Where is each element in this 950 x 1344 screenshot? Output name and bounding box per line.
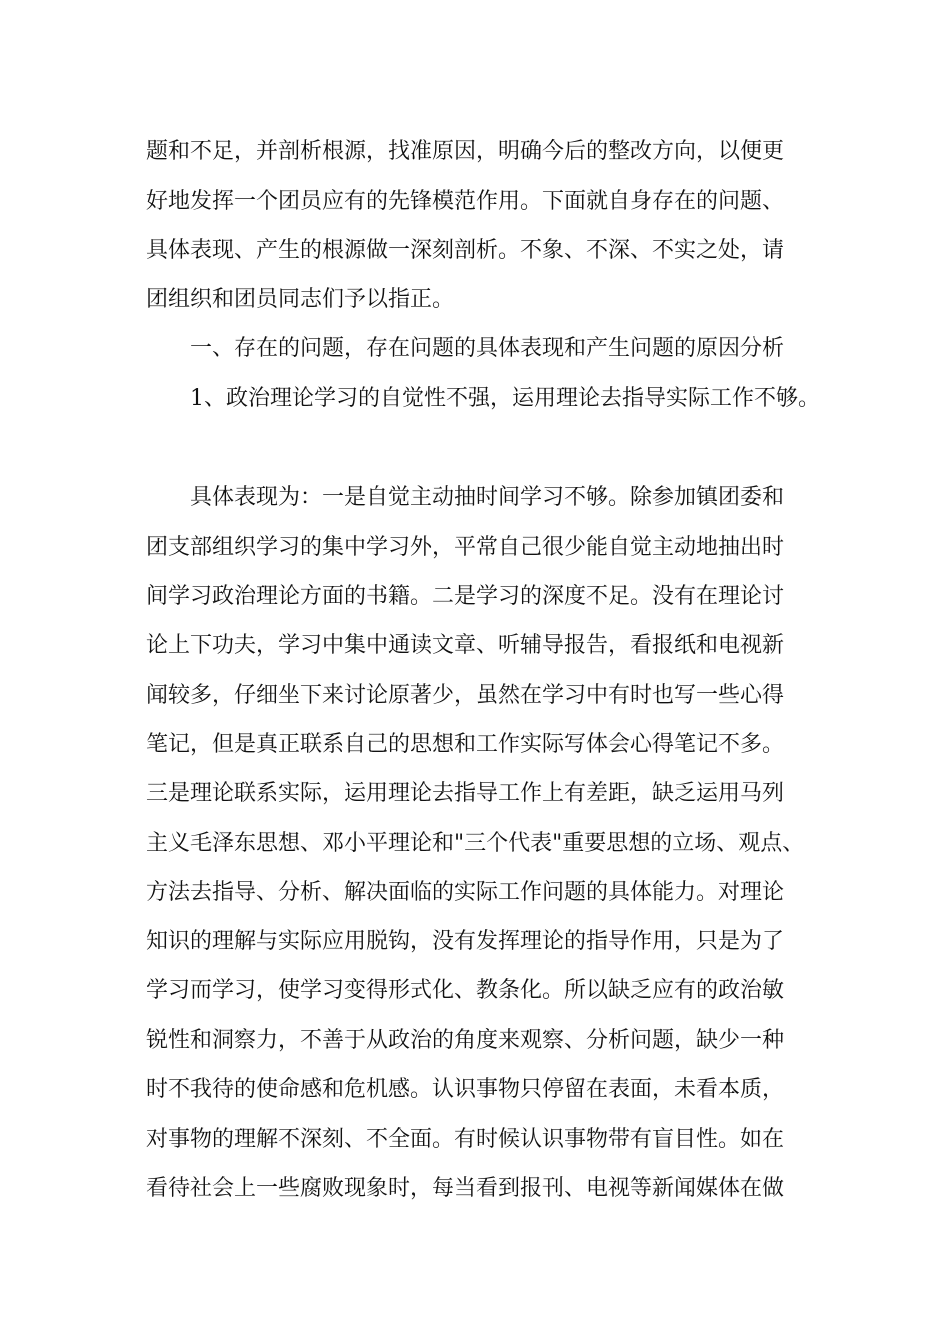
paragraph-line: 团组织和团员同志们予以指正。 (146, 287, 455, 312)
paragraph-line: 主义毛泽东思想、邓小平理论和"三个代表"重要思想的立场、观点、 (146, 831, 805, 856)
paragraph-line: 知识的理解与实际应用脱钩，没有发挥理论的指导作用，只是为了 (146, 929, 785, 954)
paragraph-line: 具体表现、产生的根源做一深刻剖析。不象、不深、不实之处，请 (146, 238, 785, 263)
paragraph-line: 闻较多，仔细坐下来讨论原著少，虽然在学习中有时也写一些心得 (146, 683, 785, 708)
paragraph-line: 锐性和洞察力，不善于从政治的角度来观察、分析问题，缺少一种 (146, 1028, 785, 1053)
paragraph-line: 间学习政治理论方面的书籍。二是学习的深度不足。没有在理论讨 (146, 584, 785, 609)
paragraph-line: 团支部组织学习的集中学习外，平常自己很少能自觉主动地抽出时 (146, 535, 785, 560)
paragraph-line: 时不我待的使命感和危机感。认识事物只停留在表面，未看本质， (146, 1077, 785, 1102)
section-heading: 一、存在的问题，存在问题的具体表现和产生问题的原因分析 (190, 336, 785, 361)
paragraph-line: 学习而学习，使学习变得形式化、教条化。所以缺乏应有的政治敏 (146, 978, 785, 1003)
subsection-heading: 1、政治理论学习的自觉性不强，运用理论去指导实际工作不够。 (190, 386, 820, 411)
paragraph-line: 论上下功夫，学习中集中通读文章、听辅导报告，看报纸和电视新 (146, 633, 785, 658)
paragraph-line: 好地发挥一个团员应有的先锋模范作用。下面就自身存在的问题、 (146, 189, 785, 214)
paragraph-line: 笔记，但是真正联系自己的思想和工作实际写体会心得笔记不多。 (146, 732, 785, 757)
paragraph-line: 三是理论联系实际，运用理论去指导工作上有差距，缺乏运用马列 (146, 781, 785, 806)
paragraph-line: 方法去指导、分析、解决面临的实际工作问题的具体能力。对理论 (146, 880, 785, 905)
paragraph-line: 题和不足，并剖析根源，找准原因，明确今后的整改方向，以便更 (146, 139, 785, 164)
paragraph-line: 看待社会上一些腐败现象时，每当看到报刊、电视等新闻媒体在做 (146, 1176, 785, 1201)
paragraph-line: 对事物的理解不深刻、不全面。有时候认识事物带有盲目性。如在 (146, 1127, 785, 1152)
paragraph-line: 具体表现为：一是自觉主动抽时间学习不够。除参加镇团委和 (190, 485, 785, 510)
